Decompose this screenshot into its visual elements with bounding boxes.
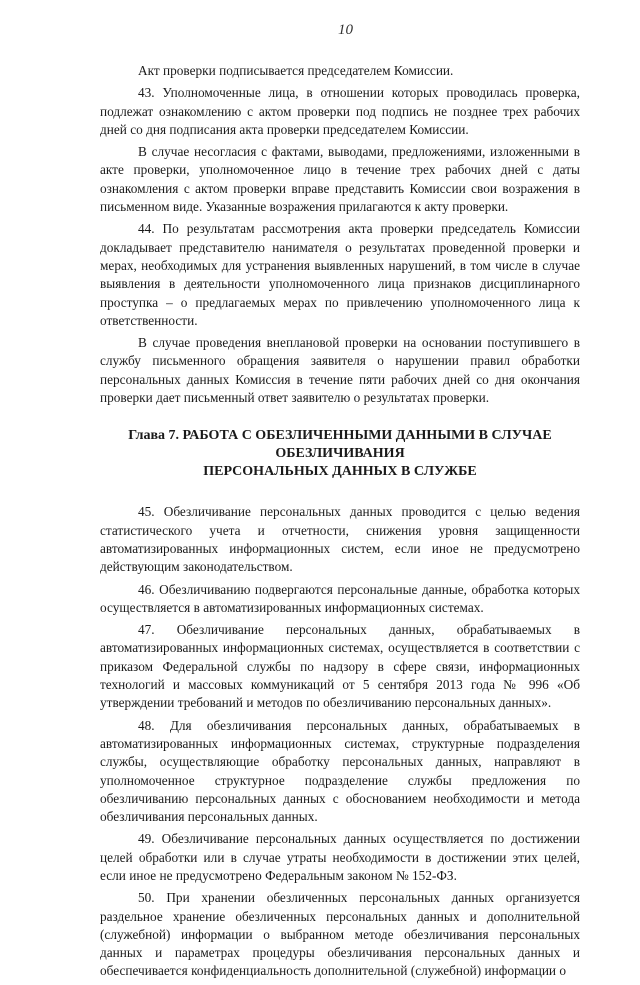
paragraph: 46. Обезличиванию подвергаются персональные данные, обработка которых осуществляется в автоматизированных информационных системах. (100, 581, 580, 615)
paragraph: 44. По результатам рассмотрения акта проверки председатель Комиссии докладывает представителю нанимателя о результатах проведенной проверки и мерах, необходимых для устранения выявленных нарушений, в том числе в случае выявления в деятельности уполномоченного лица признаков дисциплинарного проступка – о предлагаемых мерах по привлечению уполномоченного лица к ответственности. (100, 221, 580, 328)
chapter-heading (100, 427, 580, 481)
chapter-heading-line: ПЕРСОНАЛЬНЫХ ДАННЫХ В СЛУЖБЕ (203, 464, 477, 480)
document-body (100, 62, 580, 985)
chapter-heading-line: Глава 7. РАБОТА С ОБЕЗЛИЧЕННЫМИ ДАННЫМИ В СЛУЧАЕ (128, 428, 552, 444)
paragraph: Акт проверки подписывается председателем Комиссии. (138, 63, 454, 78)
paragraph: 43. Уполномоченные лица, в отношении которых проводилась проверка, подлежат ознакомлению с актом проверки под подпись не позднее трех рабочих дней со дня подписания акта проверки председателем Комиссии. (100, 85, 580, 137)
paragraph: 50. При хранении обезличенных персональных данных организуется раздельное хранение обезличенных персональных данных и дополнительной (служебной) информации о выбранном методе обезличивания персональных данных и параметрах процедуры обезличивания персональных данных и обеспечивается конфиденциальность дополнительной (служебной) информации о (100, 890, 580, 979)
paragraph: В случае проведения внеплановой проверки на основании поступившего в службу письменного обращения заявителя о нарушении правил обработки персональных данных Комиссия в течение пяти рабочих дней со дня окончания проверки дает письменный ответ заявителю о результатах проверки. (100, 335, 580, 406)
paragraph: 49. Обезличивание персональных данных осуществляется по достижении целей обработки или в случае утраты необходимости в достижении этих целей, если иное не предусмотрено Федеральным законом № 152-ФЗ. (100, 831, 580, 883)
paragraph: 47. Обезличивание персональных данных, обрабатываемых в автоматизированных информационных системах, осуществляется в соответствии с приказом Федеральной службы по надзору в сфере связи, информационных технологий и массовых коммуникаций от 5 сентября 2013 года № 996 «Об утверждении требований и методов по обезличиванию персональных данных». (100, 622, 580, 711)
paragraph: В случае несогласия с фактами, выводами, предложениями, изложенными в акте проверки, уполномоченное лицо в течение трех рабочих дней с даты ознакомления с актом проверки вправе представить Комиссии свои возражения в письменном виде. Указанные возражения прилагаются к акту проверки. (100, 144, 580, 215)
chapter-heading-line: ОБЕЗЛИЧИВАНИЯ (275, 446, 405, 462)
page-number: 10 (338, 22, 353, 38)
paragraph: 45. Обезличивание персональных данных проводится с целью ведения статистического учета и отчетности, снижения уровня защищенности автоматизированных информационных систем, если иное не предусмотрено действующим законодательством. (100, 504, 580, 575)
paragraph: 48. Для обезличивания персональных данных, обрабатываемых в автоматизированных информационных системах, структурные подразделения службы, осуществляющие обработку персональных данных, направляют в уполномоченное структурное подразделение службы предложения по обезличиванию персональных данных с обоснованием необходимости и метода обезличивания персональных данных. (100, 717, 580, 825)
